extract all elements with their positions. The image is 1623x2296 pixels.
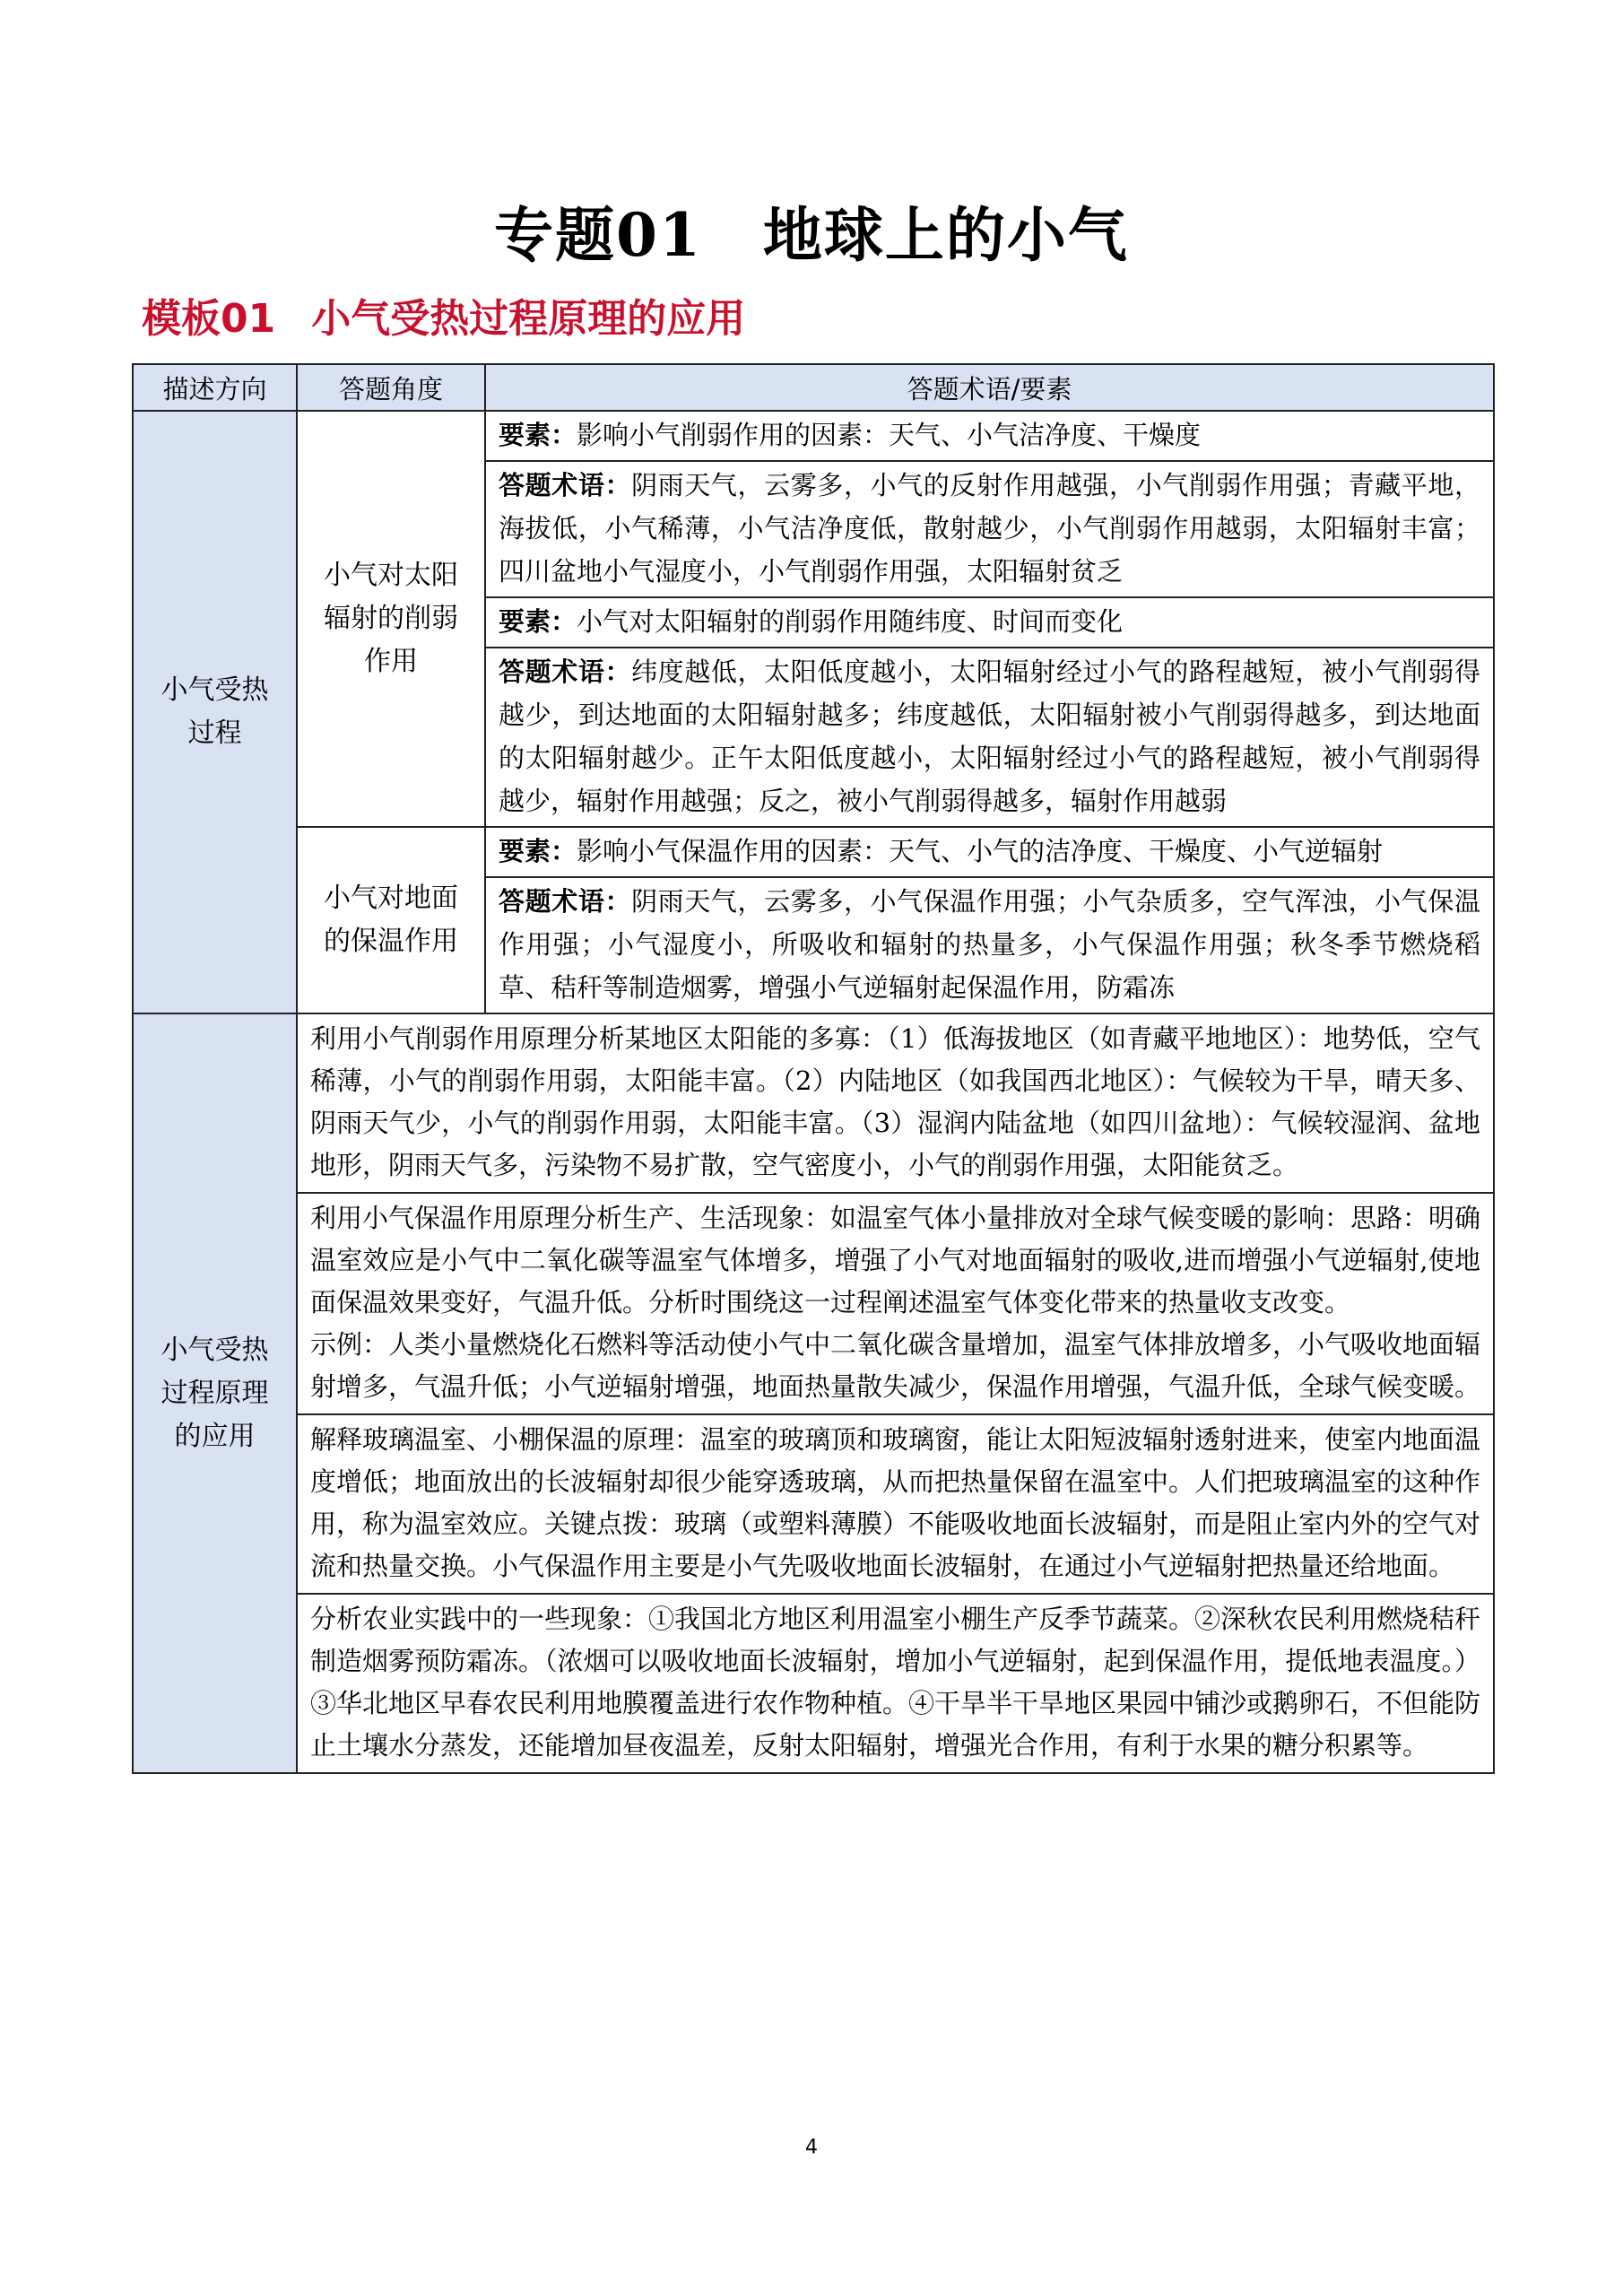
term-text: 小气对太阳辐射的削弱作用随纬度、时间而变化 xyxy=(577,606,1124,637)
table-row xyxy=(133,827,1494,877)
application-text: 利用小气保温作用原理分析生产、生活现象：如温室气体小量排放对全球气候变暖的影响：思路：明确温室效应是小气中二氧化碳等温室气体增多，增强了小气对地面辐射的吸收,进而增强小气逆辐射,使地面保温效果变好，气温升低。分析时围绕这一过程阐述温室气体变化带来的热量收支改变。 xyxy=(310,1203,1481,1318)
angle-label: 小气对太阳辐射的削弱作用 xyxy=(324,560,458,677)
application-cell xyxy=(297,1193,1494,1414)
header-direction: 描述方向 xyxy=(133,364,297,411)
section-title-text: 小气受热过程原理的应用 xyxy=(311,296,746,342)
section-number: 模板01 xyxy=(142,296,276,342)
direction-label: 小气受热过程原理的应用 xyxy=(161,1334,269,1452)
term-text: 阴雨天气，云雾多，小气的反射作用越强，小气削弱作用强；青藏平地，海拔低，小气稀薄，小气洁净度低，散射越少，小气削弱作用越弱，太阳辐射丰富；四川盆地小气湿度小，小气削弱作用强，太阳辐射贫乏 xyxy=(499,470,1480,587)
angle-label: 小气对地面的保温作用 xyxy=(324,883,458,957)
term-tag: 要素： xyxy=(499,420,577,450)
answer-template-table xyxy=(132,363,1495,1774)
page-title: 专题01 地球上的小气 xyxy=(494,200,1129,270)
table-row xyxy=(133,411,1494,461)
term-text: 影响小气削弱作用的因素：天气、小气洁净度、干燥度 xyxy=(577,420,1202,450)
direction-label: 小气受热过程 xyxy=(161,674,269,749)
term-cell xyxy=(485,877,1494,1013)
direction-application xyxy=(133,1013,297,1773)
application-cell xyxy=(297,1594,1494,1773)
table-row xyxy=(133,1193,1494,1414)
angle-solar-weakening xyxy=(297,411,485,827)
term-text: 纬度越低，太阳低度越小，太阳辐射经过小气的路程越短，被小气削弱得越少，到达地面的太阳辐射越多；纬度越低，太阳辐射被小气削弱得越多，到达地面的太阳辐射越少。正午太阳低度越小，太阳辐射经过小气的路程越短，被小气削弱得越少，辐射作用越强；反之，被小气削弱得越多，辐射作用越弱 xyxy=(499,657,1480,816)
application-text: 利用小气削弱作用原理分析某地区太阳能的多寡：（1）低海拔地区（如青藏平地地区）：地势低，空气稀薄，小气的削弱作用弱，太阳能丰富。（2）内陆地区（如我国西北地区）：气候较为干旱，晴天多、阴雨天气少，小气的削弱作用弱，太阳能丰富。（3）湿润内陆盆地（如四川盆地）：气候较湿润、盆地地形，阴雨天气多，污染物不易扩散，空气密度小，小气的削弱作用强，太阳能贫乏。 xyxy=(310,1023,1480,1180)
angle-ground-insulation xyxy=(297,827,485,1013)
application-text: 解释玻璃温室、小棚保温的原理：温室的玻璃顶和玻璃窗，能让太阳短波辐射透射进来，使室内地面温度增低；地面放出的长波辐射却很少能穿透玻璃，从而把热量保留在温室中。人们把玻璃温室的这种作用，称为温室效应。关键点拨：玻璃（或塑料薄膜）不能吸收地面长波辐射，而是阻止室内外的空气对流和热量交换。小气保温作用主要是小气先吸收地面长波辐射，在通过小气逆辐射把热量还给地面。 xyxy=(310,1424,1481,1581)
header-terms: 答题术语/要素 xyxy=(485,364,1494,411)
term-tag: 答题术语： xyxy=(499,886,632,917)
table-row xyxy=(133,1414,1494,1594)
term-cell xyxy=(485,648,1494,827)
table-row xyxy=(133,1013,1494,1193)
term-tag: 要素： xyxy=(499,836,577,866)
application-cell xyxy=(297,1414,1494,1594)
header-angle: 答题角度 xyxy=(297,364,485,411)
term-tag: 答题术语： xyxy=(499,470,632,500)
term-cell xyxy=(485,461,1494,597)
term-text: 影响小气保温作用的因素：天气、小气的洁净度、干燥度、小气逆辐射 xyxy=(577,836,1384,866)
term-tag: 答题术语： xyxy=(499,657,632,687)
term-text: 阴雨天气，云雾多，小气保温作用强；小气杂质多，空气浑浊，小气保温作用强；小气湿度小，所吸收和辐射的热量多，小气保温作用强；秋冬季节燃烧稻草、秸秆等制造烟雾，增强小气逆辐射起保温作用，防霜冻 xyxy=(499,886,1480,1003)
table-row xyxy=(133,1594,1494,1773)
application-text: 分析农业实践中的一些现象：①我国北方地区利用温室小棚生产反季节蔬菜。②深秋农民利用燃烧秸秆制造烟雾预防霜冻。（浓烟可以吸收地面长波辐射，增加小气逆辐射，起到保温作用，提低地表温度。）③华北地区早春农民利用地膜覆盖进行农作物种植。④干旱半干旱地区果园中铺沙或鹅卵石，不但能防止土壤水分蒸发，还能增加昼夜温差，反射太阳辐射，增强光合作用，有利于水果的糖分积累等。 xyxy=(310,1604,1481,1761)
term-tag: 要素： xyxy=(499,606,577,637)
application-cell xyxy=(297,1013,1494,1193)
term-cell xyxy=(485,827,1494,877)
application-example: 示例：人类小量燃烧化石燃料等活动使小气中二氧化碳含量增加，温室气体排放增多，小气吸收地面辐射增多，气温升低；小气逆辐射增强，地面热量散失减少，保温作用增强，气温升低，全球气候变暖。 xyxy=(310,1329,1481,1402)
direction-heating-process xyxy=(133,411,297,1013)
term-cell xyxy=(485,411,1494,461)
section-title xyxy=(142,294,745,344)
table-header-row xyxy=(133,364,1494,411)
page-number: 4 xyxy=(805,2136,818,2159)
term-cell xyxy=(485,597,1494,648)
